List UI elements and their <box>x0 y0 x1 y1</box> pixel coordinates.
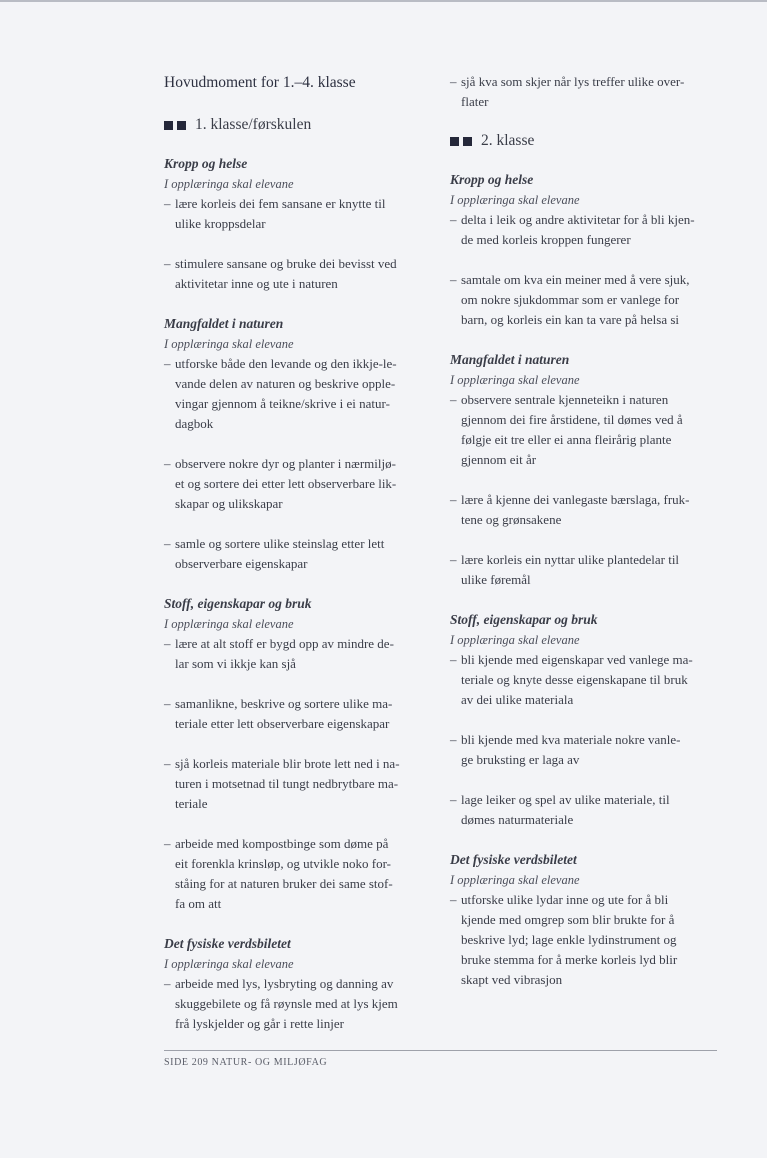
dash-bullet: – <box>450 392 457 407</box>
item-line: teriale <box>175 796 208 811</box>
item-line: skapt ved vibrasjon <box>461 972 563 987</box>
item-line: tene og grønsakene <box>461 512 562 527</box>
continued-item <box>450 72 722 112</box>
list-item <box>450 650 722 710</box>
item-line: flater <box>461 94 489 109</box>
item-line: aktivitetar inne og ute i naturen <box>175 276 338 291</box>
item-line: turen i motsetnad til tungt nedbrytbare ma- <box>175 776 399 791</box>
list-item <box>164 454 436 514</box>
item-line: dømes naturmateriale <box>461 812 574 827</box>
item-line: observerbare eigenskapar <box>175 556 308 571</box>
item-line: arbeide med lys, lysbryting og danning av <box>175 976 394 991</box>
list-item <box>164 354 436 434</box>
list-item <box>450 890 722 990</box>
list-item <box>164 634 436 674</box>
item-line: eit forenkla krinsløp, og utvikle noko for- <box>175 856 391 871</box>
dash-bullet: – <box>164 196 171 211</box>
dash-bullet: – <box>450 212 457 227</box>
item-line: vande delen av naturen og beskrive opple- <box>175 376 396 391</box>
item-line: skapar og ulikskapar <box>175 496 283 511</box>
dash-bullet: – <box>450 652 457 667</box>
item-line: samle og sortere ulike steinslag etter lett <box>175 536 385 551</box>
bullet-square-icon <box>463 137 472 146</box>
right-column <box>450 72 722 990</box>
section-subheading: I opplæringa skal elevane <box>164 957 294 971</box>
list-item <box>164 534 436 574</box>
item-line: vingar gjennom å teikne/skrive i ei natur- <box>175 396 390 411</box>
section-heading: Det fysiske verdsbiletet <box>450 852 577 867</box>
grade-label: 1. klasse/førskulen <box>195 116 312 133</box>
bullet-square-icon <box>177 121 186 130</box>
list-item <box>164 694 436 734</box>
dash-bullet: – <box>164 636 171 651</box>
page-title: Hovudmoment for 1.–4. klasse <box>164 74 356 91</box>
item-line: teriale og knyte desse eigenskapane til bruk <box>461 672 688 687</box>
item-line: teriale etter lett observerbare eigenskapar <box>175 716 390 731</box>
section-subheading: I opplæringa skal elevane <box>450 873 580 887</box>
item-list <box>164 354 436 574</box>
item-line: observere nokre dyr og planter i nærmiljø- <box>175 456 396 471</box>
item-line: om nokre sjukdommar som er vanlege for <box>461 292 680 307</box>
item-line: utforske både den levande og den ikkje-le- <box>175 356 397 371</box>
item-line: kjende med omgrep som blir brukte for å <box>461 912 675 927</box>
list-item <box>164 834 436 914</box>
item-line: arbeide med kompostbinge som døme på <box>175 836 389 851</box>
dash-bullet: – <box>164 756 171 771</box>
item-line: fa om att <box>175 896 222 911</box>
list-item <box>164 754 436 814</box>
item-list <box>164 194 436 294</box>
grade-label: 2. klasse <box>481 132 535 149</box>
item-line: gjennom eit år <box>461 452 537 467</box>
item-line: gjennom dei fire årstidene, til dømes ved å <box>461 412 683 427</box>
item-list <box>164 634 436 914</box>
top-border <box>0 0 767 2</box>
item-line: ståing for at naturen bruker dei same stof- <box>175 876 393 891</box>
list-item <box>450 210 722 250</box>
section-heading: Det fysiske verdsbiletet <box>164 936 291 951</box>
section-heading: Stoff, eigenskapar og bruk <box>164 596 312 611</box>
item-line: lære å kjenne dei vanlegaste bærslaga, fruk- <box>461 492 690 507</box>
item-list <box>450 210 722 330</box>
section-subheading: I opplæringa skal elevane <box>164 177 294 191</box>
item-line: sjå korleis materiale blir brote lett ned i na- <box>175 756 400 771</box>
list-item <box>164 194 436 234</box>
dash-bullet: – <box>450 792 457 807</box>
list-item <box>450 390 722 470</box>
item-line: de med korleis kroppen fungerer <box>461 232 631 247</box>
item-list <box>164 974 436 1034</box>
item-line: bli kjende med kva materiale nokre vanle- <box>461 732 681 747</box>
item-line: et og sortere dei etter lett observerbare lik- <box>175 476 397 491</box>
item-line: samanlikne, beskrive og sortere ulike ma- <box>175 696 393 711</box>
dash-bullet: – <box>164 536 171 551</box>
dash-bullet: – <box>164 356 171 371</box>
dash-bullet: – <box>164 976 171 991</box>
list-item <box>450 730 722 770</box>
dash-bullet: – <box>450 74 457 89</box>
item-line: lære at alt stoff er bygd opp av mindre de- <box>175 636 394 651</box>
item-line: frå lyskjelder og går i rette linjer <box>175 1016 344 1031</box>
section-heading: Kropp og helse <box>164 156 248 171</box>
dash-bullet: – <box>450 272 457 287</box>
list-item <box>450 550 722 590</box>
list-item <box>450 72 722 112</box>
section-subheading: I opplæringa skal elevane <box>164 617 294 631</box>
list-item <box>164 974 436 1034</box>
bullet-square-icon <box>164 121 173 130</box>
item-line: av dei ulike materiala <box>461 692 574 707</box>
section-heading: Mangfaldet i naturen <box>164 316 284 331</box>
item-line: lage leiker og spel av ulike materiale, til <box>461 792 670 807</box>
section-subheading: I opplæringa skal elevane <box>450 193 580 207</box>
page-footer: SIDE 209 NATUR- OG MILJØFAG <box>164 1057 328 1068</box>
item-line: ge bruksting er laga av <box>461 752 580 767</box>
item-line: dagbok <box>175 416 214 431</box>
list-item <box>450 490 722 530</box>
item-line: ulike kroppsdelar <box>175 216 266 231</box>
section-heading: Kropp og helse <box>450 172 534 187</box>
list-item <box>450 270 722 330</box>
item-line: beskrive lyd; lage enkle lydinstrument og <box>461 932 677 947</box>
item-line: lære korleis ein nyttar ulike plantedelar til <box>461 552 680 567</box>
item-line: stimulere sansane og bruke dei bevisst ved <box>175 256 397 271</box>
section-subheading: I opplæringa skal elevane <box>164 337 294 351</box>
item-line: sjå kva som skjer når lys treffer ulike over- <box>461 74 685 89</box>
grade-heading-1 <box>164 114 436 136</box>
section-subheading: I opplæringa skal elevane <box>450 373 580 387</box>
item-line: observere sentrale kjenneteikn i naturen <box>461 392 669 407</box>
item-line: skuggebilete og få røynsle med at lys kjem <box>175 996 398 1011</box>
list-item <box>164 254 436 294</box>
item-line: samtale om kva ein meiner med å vere sjuk, <box>461 272 690 287</box>
item-line: følgje eit tre eller ei anna fleirårig plante <box>461 432 672 447</box>
item-line: lære korleis dei fem sansane er knytte til <box>175 196 386 211</box>
list-item <box>450 790 722 830</box>
dash-bullet: – <box>450 892 457 907</box>
dash-bullet: – <box>164 256 171 271</box>
left-column <box>164 72 436 1034</box>
item-line: barn, og korleis ein kan ta vare på helsa si <box>461 312 680 327</box>
item-line: ulike føremål <box>461 572 531 587</box>
dash-bullet: – <box>450 732 457 747</box>
item-list <box>450 650 722 830</box>
item-line: lar som vi ikkje kan sjå <box>175 656 296 671</box>
section-subheading: I opplæringa skal elevane <box>450 633 580 647</box>
dash-bullet: – <box>450 552 457 567</box>
item-line: delta i leik og andre aktivitetar for å bli kjen- <box>461 212 695 227</box>
item-line: bruke stemma for å merke korleis lyd blir <box>461 952 678 967</box>
dash-bullet: – <box>450 492 457 507</box>
item-line: bli kjende med eigenskapar ved vanlege ma- <box>461 652 693 667</box>
dash-bullet: – <box>164 456 171 471</box>
section-heading: Mangfaldet i naturen <box>450 352 570 367</box>
item-list <box>450 390 722 590</box>
footer-divider <box>164 1050 717 1051</box>
dash-bullet: – <box>164 836 171 851</box>
section-heading: Stoff, eigenskapar og bruk <box>450 612 598 627</box>
item-list <box>450 890 722 990</box>
grade-heading-2 <box>450 130 722 152</box>
item-line: utforske ulike lydar inne og ute for å bli <box>461 892 669 907</box>
dash-bullet: – <box>164 696 171 711</box>
bullet-square-icon <box>450 137 459 146</box>
